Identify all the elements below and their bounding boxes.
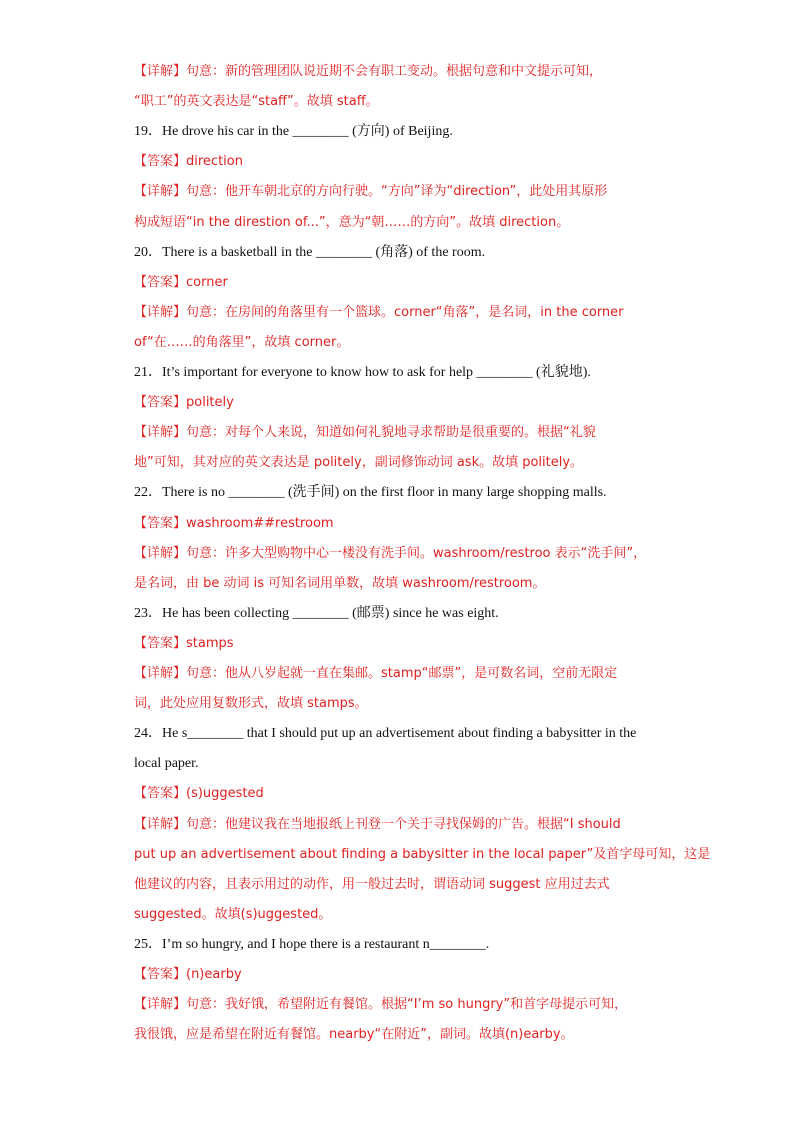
answer-text-line: put up an advertisement about finding a babysitter in the local paper”及首字母可知，这是 [134, 846, 711, 862]
answer-text-line: 【答案】politely [134, 395, 234, 411]
answer-text-line: suggested。故填(s)uggested。 [134, 906, 332, 922]
question-text-line: 25．I’m so hungry, and I hope there is a restaurant n________. [134, 936, 490, 952]
question-text-line: 24．He s________ that I should put up an advertisement about finding a babysitter in the [134, 726, 637, 742]
answer-text-line: 地”可知，其对应的英文表达是 politely，副词修饰动词 ask。故填 politely。 [134, 455, 584, 471]
question-text-line: 20．There is a basketball in the ________ (角落) of the room. [134, 244, 486, 260]
answer-text-line: 【详解】句意：许多大型购物中心一楼没有洗手间。washroom/restroo 表示“洗手间”， [134, 545, 647, 561]
answer-text-line: 他建议的内容，且表示用过的动作，用一般过去时，谓语动词 suggest 应用过去式 [134, 876, 610, 892]
answer-text-line: 是名词，由 be 动词 is 可知名词用单数，故填 washroom/restroom。 [134, 575, 546, 591]
answer-text-line: 【答案】(n)earby [134, 967, 242, 982]
answer-text-line: of“在……的角落里”，故填 corner。 [134, 334, 350, 350]
question-text-line: 21．It’s important for everyone to know how to ask for help ________ (礼貌地). [134, 365, 591, 380]
answer-text-line: 【详解】句意：对每个人来说，知道如何礼貌地寻求帮助是很重要的。根据“礼貌 [134, 425, 596, 441]
answer-text-line: 我很饿，应是希望在附近有餐馆。nearby“在附近”，副词。故填(n)earby。 [134, 1027, 574, 1043]
answer-text-line: 【答案】corner [134, 274, 228, 290]
answer-text-line: 【详解】句意：在房间的角落里有一个篮球。corner“角落”，是名词，in the corner [134, 304, 624, 320]
answer-text-line: 【详解】句意：他开车朝北京的方向行驶。“方向”译为“direction”，此处用其原形 [134, 184, 608, 200]
question-text-line: 23．He has been collecting ________ (邮票) since he was eight. [134, 605, 499, 621]
question-text-line: 22．There is no ________ (洗手间) on the first floor in many large shopping malls. [134, 485, 607, 501]
answer-text-line: 词，此处应用复数形式，故填 stamps。 [134, 696, 368, 712]
answer-text-line: 【详解】句意：新的管理团队说近期不会有职工变动。根据句意和中文提示可知， [134, 64, 603, 79]
answer-text-line: 【详解】句意：他从八岁起就一直在集邮。stamp“邮票”，是可数名词，空前无限定 [134, 666, 618, 681]
answer-text-line: 【答案】washroom##restroom [134, 515, 334, 531]
answer-text-line: 【答案】(s)uggested [134, 786, 264, 802]
answer-text-line: 构成短语“in the direstion of...”，意为“朝……的方向”。故填 direction。 [134, 214, 570, 230]
answer-text-line: 【详解】句意：他建议我在当地报纸上刊登一个关于寻找保姆的广告。根据“I should [134, 816, 621, 832]
question-text-line: local paper. [134, 756, 199, 772]
answer-text-line: 【答案】stamps [134, 635, 234, 651]
question-text-line: 19．He drove his car in the ________ (方向) of Beijing. [134, 124, 453, 140]
answer-text-line: 【答案】direction [134, 154, 243, 170]
answer-text-line: 【详解】句意：我好饿，希望附近有餐馆。根据“I’m so hungry”和首字母提示可知， [134, 997, 628, 1013]
answer-text-line: “职工”的英文表达是“staff”。故填 staff。 [134, 94, 379, 110]
